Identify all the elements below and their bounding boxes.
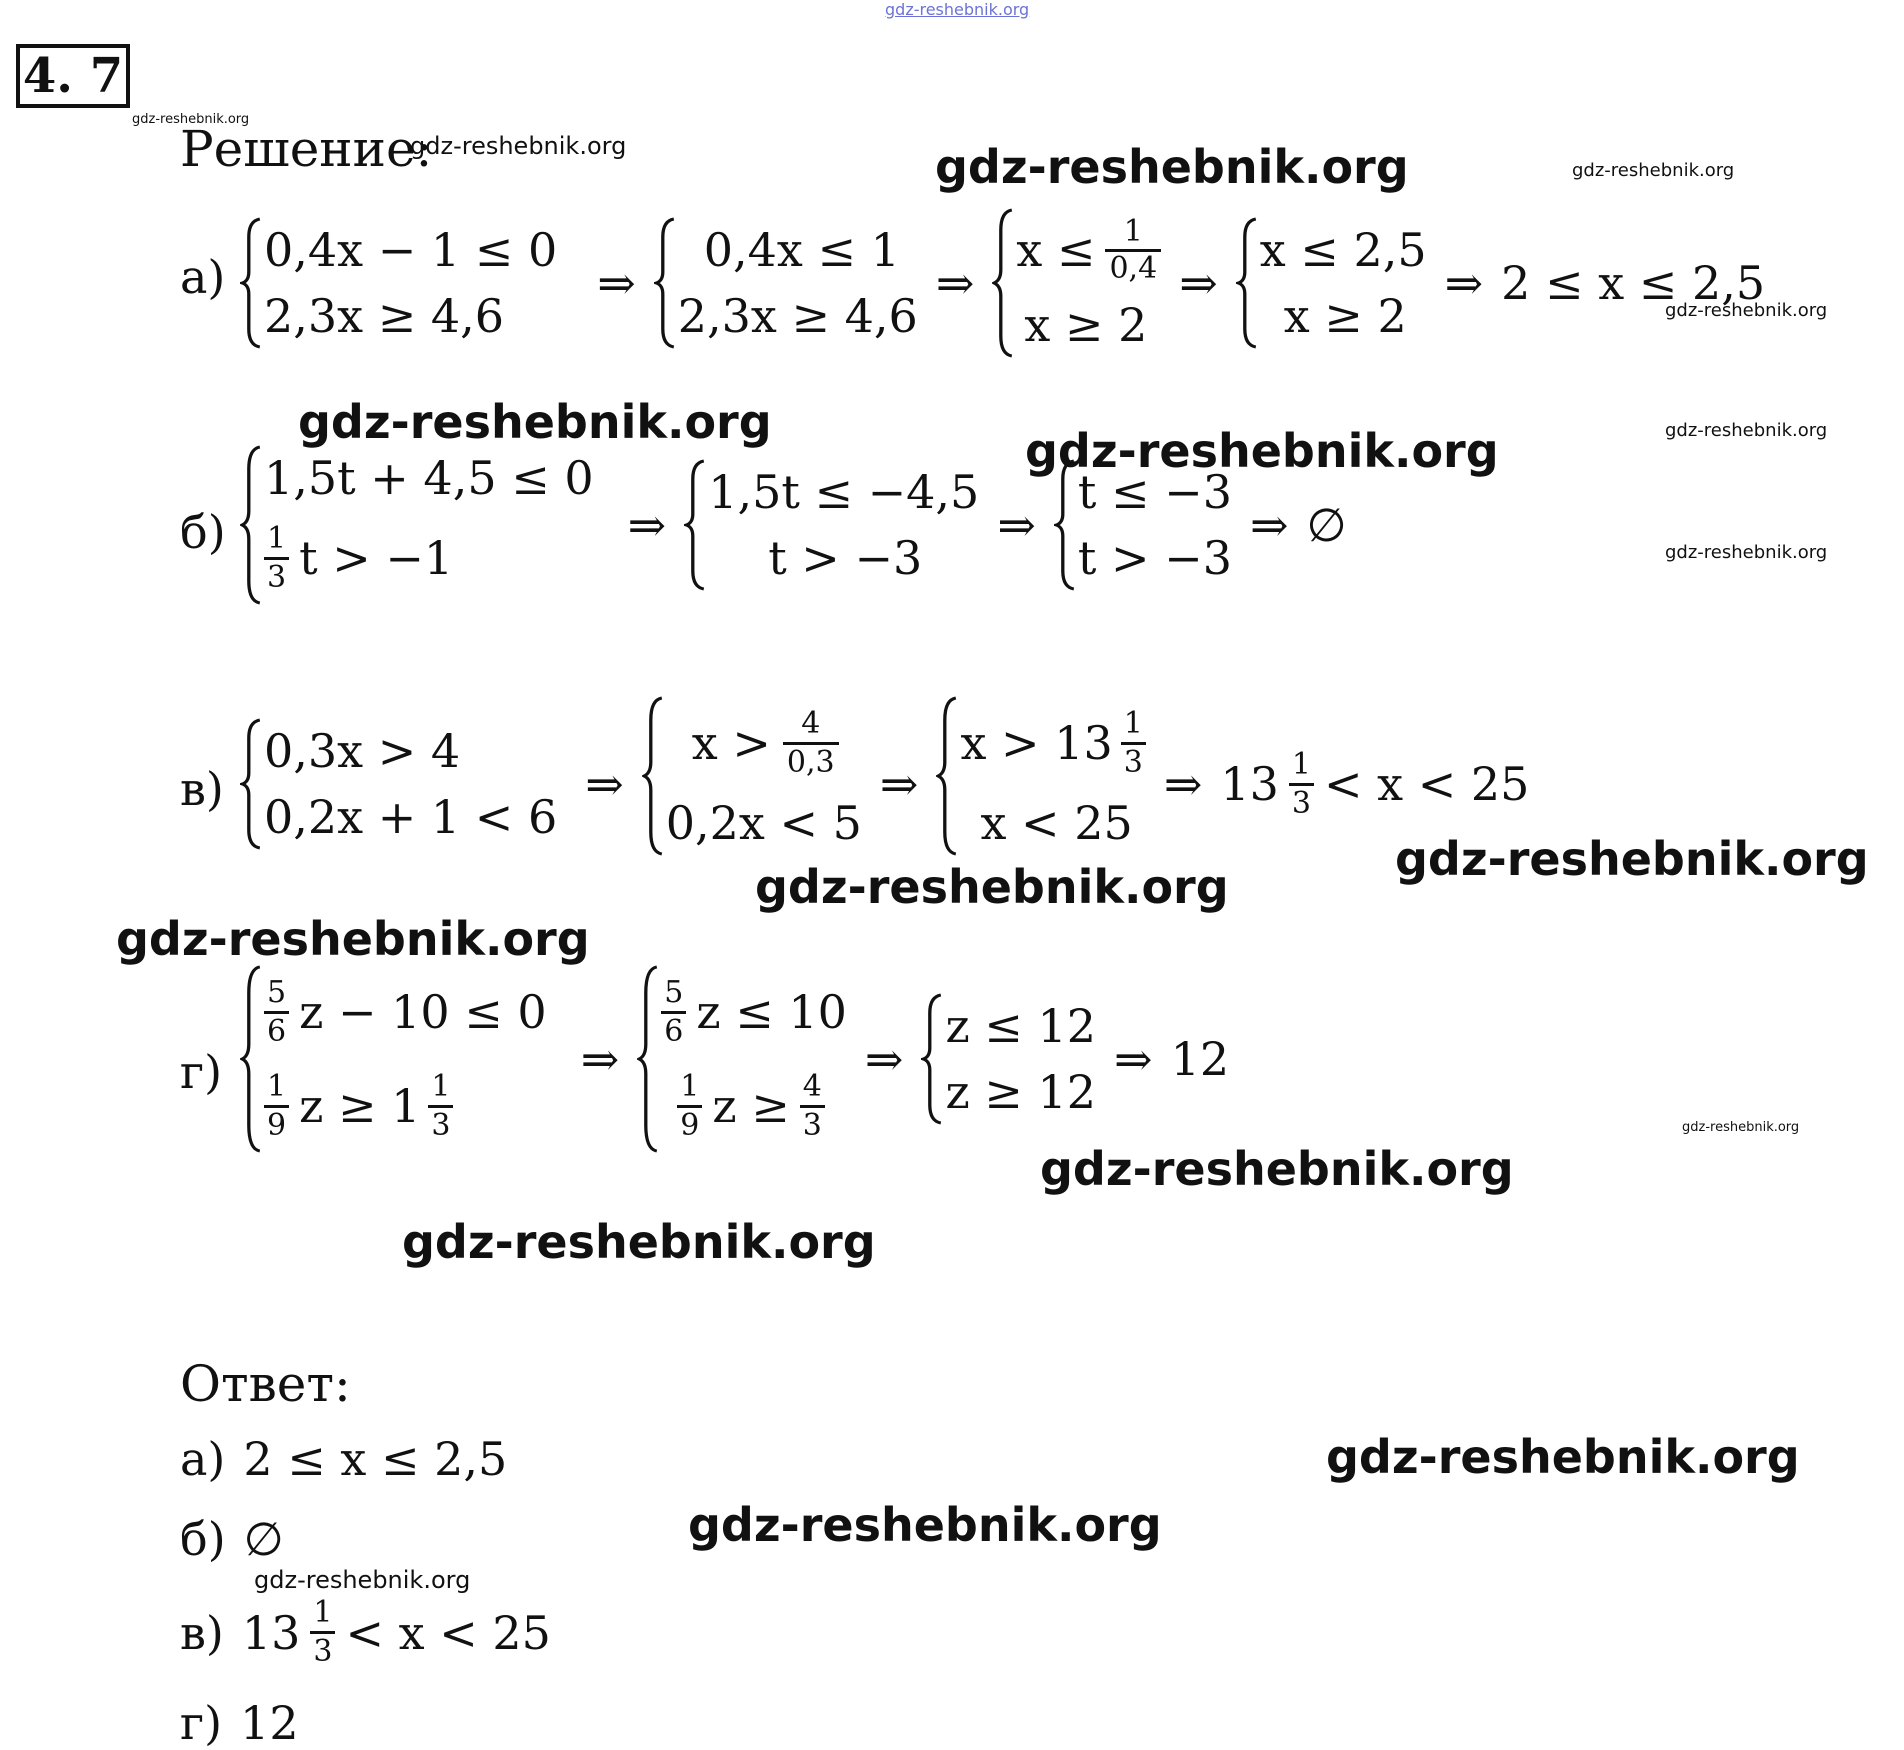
part-a-system-1 (240, 217, 557, 349)
part-b-chain (240, 445, 1347, 605)
implies-icon: ⇒ (1179, 256, 1218, 310)
part-v-label: в) (180, 762, 224, 816)
watermark: gdz-reshebnik.org (254, 1566, 471, 1594)
implies-icon: ⇒ (627, 498, 667, 552)
brace-icon (992, 208, 1014, 358)
part-b-system-3 (1054, 459, 1232, 591)
equation: 1,5t + 4,5 ≤ 0 (264, 451, 594, 505)
fraction-denominator: 9 (677, 1105, 702, 1144)
answer-label-a: а) (180, 1432, 226, 1486)
watermark: gdz-reshebnik.org (1665, 300, 1828, 321)
fraction-numerator: 1 (1123, 705, 1143, 741)
implies-icon: ⇒ (1114, 1032, 1153, 1086)
solution-label: Решение: (180, 120, 433, 178)
equation: x > (691, 716, 771, 770)
answer-g (180, 1698, 299, 1748)
watermark: gdz-reshebnik.org (298, 395, 772, 449)
fraction-denominator: 6 (661, 1011, 686, 1050)
part-b-system-1 (240, 445, 594, 605)
equation: x < 25 (980, 796, 1133, 850)
watermark: gdz-reshebnik.org (132, 112, 250, 127)
fraction-denominator: 3 (264, 557, 289, 596)
part-g-system-1 (240, 965, 547, 1153)
fraction-denominator: 3 (800, 1105, 825, 1144)
implies-icon: ⇒ (879, 757, 919, 811)
watermark: gdz-reshebnik.org (1326, 1430, 1800, 1484)
part-v-result (1220, 747, 1529, 822)
equation: z ≥ 1 (299, 1079, 421, 1133)
fraction-numerator: 1 (1291, 746, 1312, 782)
fraction-denominator: 3 (428, 1105, 453, 1144)
brace-icon (936, 696, 958, 856)
equation: z ≥ 12 (945, 1065, 1097, 1119)
answer-label-b: б) (180, 1512, 226, 1566)
implies-icon: ⇒ (1249, 498, 1289, 552)
equation: z ≥ (712, 1079, 790, 1133)
equation: 2,3x ≥ 4,6 (677, 289, 918, 343)
equation: t ≤ −3 (1077, 465, 1232, 519)
equation: 2,3x ≥ 4,6 (264, 289, 505, 343)
brace-icon (240, 217, 262, 349)
fraction-denominator: 0,4 (1105, 249, 1161, 286)
equation: 0,4x − 1 ≤ 0 (264, 223, 558, 277)
equation: 13 (1220, 757, 1279, 811)
watermark: gdz-reshebnik.org (1395, 832, 1869, 886)
implies-icon: ⇒ (1163, 757, 1203, 811)
fraction-numerator: 4 (801, 705, 821, 741)
equation: < x < 25 (1324, 757, 1530, 811)
part-g-result: 12 (1170, 1032, 1230, 1086)
fraction-numerator: 1 (431, 1068, 451, 1104)
watermark: gdz-reshebnik.org (935, 140, 1409, 194)
fraction-numerator: 5 (664, 974, 684, 1010)
equation: 0,3x > 4 (264, 724, 461, 778)
answer-label: Ответ: (180, 1355, 351, 1413)
watermark: gdz-reshebnik.org (1665, 420, 1828, 441)
watermark: gdz-reshebnik.org (402, 1215, 876, 1269)
watermark: gdz-reshebnik.org (755, 860, 1229, 914)
brace-icon (684, 459, 706, 591)
implies-icon: ⇒ (997, 498, 1036, 552)
answer-b (180, 1512, 284, 1566)
fraction-numerator: 4 (802, 1068, 822, 1104)
implies-icon: ⇒ (864, 1032, 904, 1086)
fraction-denominator: 3 (1289, 783, 1314, 822)
equation: x ≤ 2,5 (1259, 223, 1427, 277)
equation: z − 10 ≤ 0 (299, 985, 547, 1039)
brace-icon (1054, 459, 1076, 591)
equation: t > −3 (768, 531, 923, 585)
brace-icon (240, 965, 262, 1153)
equation: x ≥ 2 (1024, 298, 1148, 352)
part-v-system-3 (936, 696, 1145, 856)
answer-value-g: 12 (240, 1696, 299, 1750)
fraction-numerator: 1 (1123, 213, 1143, 249)
part-a-system-2 (654, 217, 918, 349)
answer-v (180, 1595, 551, 1670)
part-v-system-1 (240, 718, 557, 850)
equation: 0,4x ≤ 1 (703, 223, 900, 277)
brace-icon (240, 445, 262, 605)
problem-number: 4. 7 (16, 44, 130, 108)
part-v-system-2 (642, 696, 862, 856)
equation: z ≤ 10 (696, 985, 847, 1039)
brace-icon (637, 965, 659, 1153)
answer-value-b: ∅ (243, 1512, 284, 1566)
implies-icon: ⇒ (597, 256, 636, 310)
implies-icon: ⇒ (935, 256, 975, 310)
implies-icon: ⇒ (585, 757, 624, 811)
equation: x ≤ (1016, 223, 1096, 277)
part-a-chain (240, 208, 1765, 358)
part-g-label: г) (180, 1045, 223, 1099)
implies-icon: ⇒ (580, 1032, 620, 1086)
equation: t > −3 (1077, 531, 1232, 585)
fraction-numerator: 5 (267, 974, 287, 1010)
watermark: gdz-reshebnik.org (1025, 424, 1499, 478)
answer-label-v: в) (180, 1605, 224, 1660)
fraction-numerator: 1 (267, 520, 287, 556)
part-a-result: 2 ≤ x ≤ 2,5 (1501, 256, 1766, 310)
equation: 0,2x + 1 < 6 (264, 790, 558, 844)
part-b-system-2 (684, 459, 979, 591)
part-b-label: б) (180, 505, 226, 559)
watermark: gdz-reshebnik.org (1665, 542, 1828, 563)
watermark: gdz-reshebnik.org (688, 1498, 1162, 1552)
fraction-denominator: 6 (264, 1011, 289, 1050)
watermark: gdz-reshebnik.org (1682, 1120, 1800, 1135)
equation: t > −1 (299, 531, 454, 585)
answer-a (180, 1432, 507, 1486)
fraction-numerator: 1 (267, 1068, 287, 1104)
watermark: gdz-reshebnik.org (1040, 1142, 1514, 1196)
part-g-chain (240, 965, 1229, 1153)
brace-icon (642, 696, 664, 856)
equation: x > 13 (960, 716, 1113, 770)
brace-icon (921, 993, 943, 1125)
fraction-denominator: 0,3 (783, 742, 839, 781)
part-b-result: ∅ (1306, 498, 1347, 552)
answer-label-g: г) (180, 1696, 223, 1750)
fraction-numerator: 1 (313, 1595, 333, 1630)
brace-icon (240, 718, 262, 850)
part-g-system-2 (637, 965, 847, 1153)
watermark: gdz-reshebnik.org (1572, 160, 1735, 181)
part-a-system-3 (992, 208, 1161, 358)
part-g-system-3 (921, 993, 1096, 1125)
part-a-label: а) (180, 250, 226, 304)
equation: 0,2x < 5 (665, 796, 862, 850)
brace-icon (1236, 217, 1258, 349)
answer-value-a: 2 ≤ x ≤ 2,5 (243, 1432, 508, 1486)
watermark: gdz-reshebnik.org (410, 132, 627, 160)
part-v-chain (240, 705, 1530, 856)
equation: 1,5t ≤ −4,5 (708, 465, 980, 519)
implies-icon: ⇒ (1444, 256, 1484, 310)
equation: x ≥ 2 (1283, 289, 1407, 343)
fraction-denominator: 9 (264, 1105, 289, 1144)
watermark-top: gdz-reshebnik.org (885, 0, 1030, 19)
part-a-system-4 (1236, 217, 1427, 349)
equation: z ≤ 12 (945, 999, 1097, 1053)
answer-value-v-rest: < x < 25 (345, 1605, 551, 1660)
fraction-numerator: 1 (680, 1068, 700, 1104)
answer-value-v-int: 13 (241, 1605, 301, 1660)
watermark: gdz-reshebnik.org (116, 912, 590, 966)
brace-icon (654, 217, 676, 349)
fraction-denominator: 3 (1121, 742, 1146, 781)
fraction-denominator: 3 (310, 1631, 335, 1670)
